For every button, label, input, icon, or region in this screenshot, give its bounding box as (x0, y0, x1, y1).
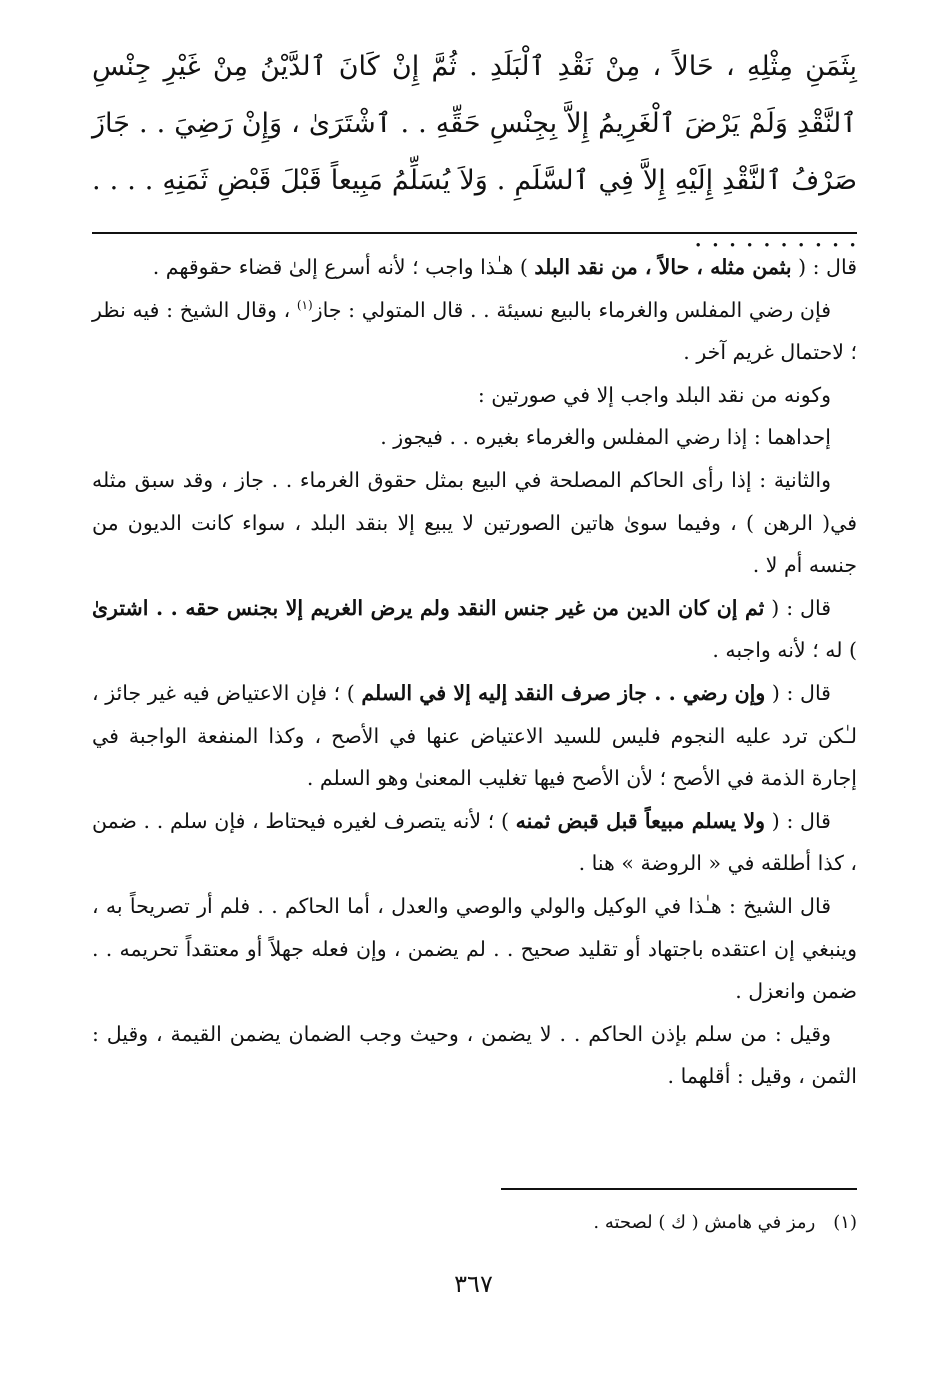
footnote-marker: (١) (296, 297, 313, 312)
qala-label: قال : ( (765, 808, 831, 833)
commentary-paragraph: إحداهما : إذا رضي المفلس والغرماء بغيره . . فيجوز . (380, 425, 831, 450)
commentary-paragraph (92, 672, 857, 800)
commentary-paragraph (92, 246, 857, 289)
quoted-matn: ثم إن كان الدين من غير جنس النقد ولم يرض الغريم إلا بجنس حقه . . اشترىٰ (92, 595, 765, 620)
matn-text: بِثَمَنِ مِثْلِهِ ، حَالاً ، مِنْ نَقْدِ ٱلْبَلَدِ . ثُمَّ إِنْ كَانَ ٱلدَّيْنُ مِنْ غَيْرِ جِنْسِ ٱلنَّقْدِ وَلَمْ يَرْضَ ٱلْغَرِيمُ إِلاَّ بِجِنْسِ حَقِّهِ . . ٱشْتَرَىٰ ، وَإِنْ رَضِيَ . . جَازَ صَرْفُ ٱلنَّقْدِ إِلَيْهِ إِلاَّ فِي ٱلسَّلَمِ . وَلاَ يُسَلِّمُ مَبِيعاً قَبْلَ قَبْضِ ثَمَنِهِ . . . . . . . . . . . . . . (92, 51, 857, 253)
quoted-matn: وإن رضي . . جاز صرف النقد إليه إلا في السلم (361, 680, 766, 705)
commentary-text: ) هـٰذا واجب ؛ لأنه أسرع إلىٰ قضاء حقوقهم . (152, 255, 535, 279)
commentary-text: فإن رضي المفلس والغرماء بالبيع نسيئة . . قال المتولي : جاز (312, 297, 832, 322)
commentary-text: ) ؛ فإن الاعتياض فيه غير جائز ، لـٰكن ترد عليه النجوم فليس للسيد الاعتياض عنها في الأصح ، وكذا المنفعة الواجبة في إجارة الذمة في الأصح ؛ لأن الأصح فيها تغليب المعنىٰ وهو السلم . (92, 680, 857, 791)
commentary-text: ) له ؛ لأنه واجبه . (712, 638, 857, 663)
quoted-matn: ولا يسلم مبيعاً قبل قبض ثمنه (515, 808, 766, 833)
commentary-paragraph (92, 587, 857, 672)
commentary-paragraph: قال الشيخ : هـٰذا في الوكيل والولي والوصي والعدل ، أما الحاكم . . فلم أر تصريحاً به ، وينبغي إن اعتقده باجتهاد أو تقليد صحيح . . لم يضمن ، وإن فعله جهلاً أو معتقداً تحريمه . . ضمن وانعزل . (92, 893, 857, 1004)
footnote-number: (١) (833, 1212, 857, 1233)
footnote-text: رمز في هامش ( ك ) لصحته . (593, 1212, 816, 1233)
commentary-paragraph: والثانية : إذا رأى الحاكم المصلحة في البيع بمثل حقوق الغرماء . . جاز ، وقد سبق مثله في( الرهن ) ، وفيما سوىٰ هاتين الصورتين لا يبيع إلا بنقد البلد ، سواء كانت الديون من جنسه أم لا . (92, 467, 857, 578)
commentary-paragraph: وكونه من نقد البلد واجب إلا في صورتين : (477, 382, 831, 407)
commentary-paragraph: وقيل : من سلم بإذن الحاكم . . لا يضمن ، وحيث وجب الضمان يضمن القيمة ، وقيل : الثمن ، وقيل : أقلهما . (92, 1021, 857, 1089)
commentary-text: ، وقال الشيخ : فيه نظر ؛ لاحتمال غريم آخر . (92, 297, 857, 365)
footnote (92, 1209, 857, 1237)
quoted-matn: بثمن مثله ، حالاً ، من نقد البلد (534, 255, 792, 279)
commentary-paragraph (92, 800, 857, 885)
page-number: ٣٦٧ (454, 1270, 493, 1298)
qala-label: قال : ( (764, 595, 831, 620)
commentary (92, 246, 857, 1098)
footnote-divider (501, 1188, 857, 1190)
matn-divider (92, 232, 857, 234)
commentary-text: ) ؛ لأنه يتصرف لغيره فيحتاط ، فإن سلم . . ضمن ، كذا أطلقه في « الروضة » هنا . (92, 808, 857, 876)
commentary-paragraph (92, 289, 857, 374)
qala-label: قال : ( (791, 255, 857, 279)
qala-label: قال : ( (765, 680, 831, 705)
